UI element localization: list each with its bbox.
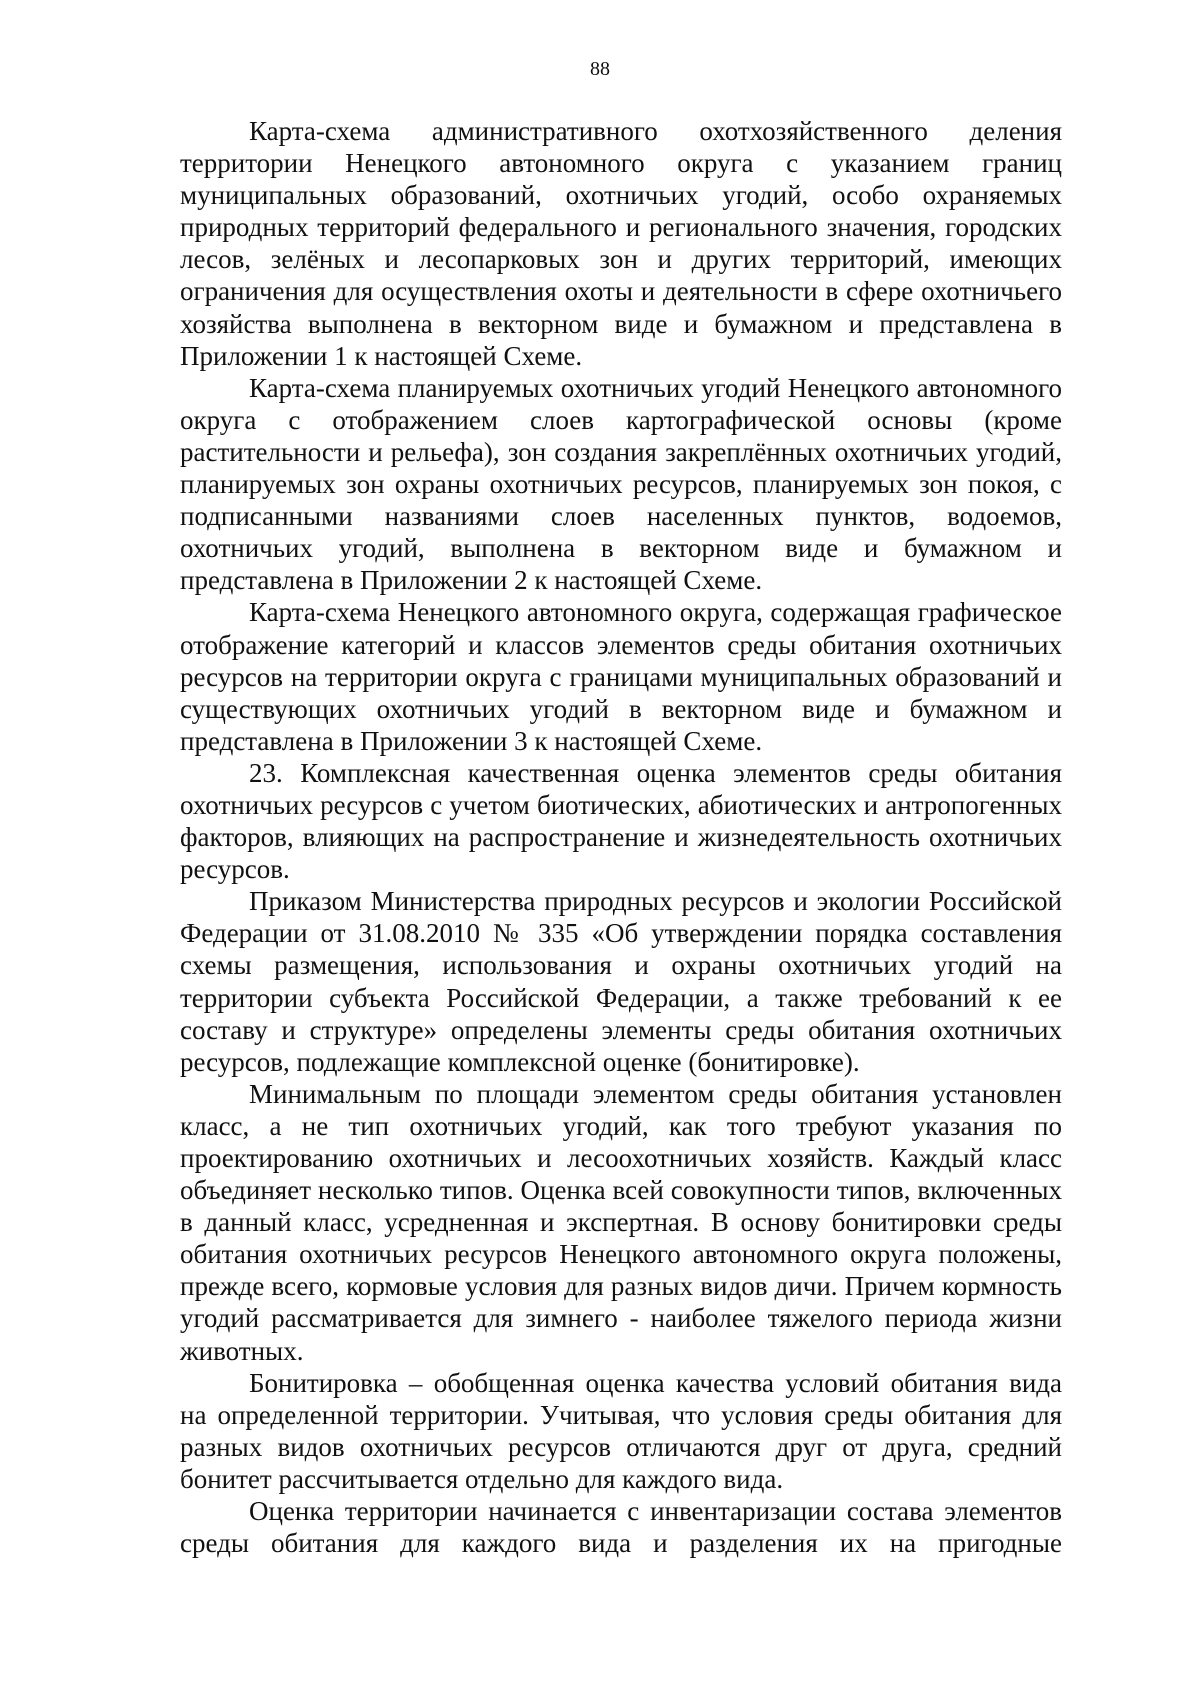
paragraph-bonitet: Бонитировка – обобщенная оценка качества условий обитания вида на определенной территории. Учитывая, что условия среды обитания для разных видов охотничьих ресурсов отличаются друг от друга, средний бонитет рассчитывается отдельно для каждого вида.: [180, 1367, 1062, 1494]
document-body: [180, 115, 1062, 1559]
page-number: 88: [590, 58, 610, 80]
paragraph-map-scheme-1: Карта-схема административного охотхозяйственного деления территории Ненецкого автономного округа с указанием границ муниципальных образований, охотничьих угодий, особо охраняемых природных территорий федерального и регионального значения, городских лесов, зелёных и лесопарковых зон и других территорий, имеющих ограничения для осуществления охоты и деятельности в сфере охотничьего хозяйства выполнена в векторном виде и бумажном и представлена в Приложении 1 к настоящей Схеме.: [180, 116, 1062, 371]
paragraph-habitat-class: Минимальным по площади элементом среды обитания установлен класс, а не тип охотничьих угодий, как того требуют указания по проектированию охотничьих и лесоохотничьих хозяйств. Каждый класс объединяет несколько типов. Оценка всей совокупности типов, включенных в данный класс, усредненная и экспертная. В основу бонитировки среды обитания охотничьих ресурсов Ненецкого автономного округа положены, прежде всего, кормовые условия для разных видов дичи. Причем кормность угодий рассматривается для зимнего - наиболее тяжелого периода жизни животных.: [180, 1078, 1062, 1366]
paragraph-map-scheme-2: Карта-схема планируемых охотничьих угодий Ненецкого автономного округа с отображением слоев картографической основы (кроме растительности и рельефа), зон создания закреплённых охотничьих угодий, планируемых зон охраны охотничьих ресурсов, планируемых зон покоя, с подписанными названиями слоев населенных пунктов, водоемов, охотничьих угодий, выполнена в векторном виде и бумажном и представлена в Приложении 2 к настоящей Схеме.: [180, 372, 1062, 596]
paragraph-section-23: 23. Комплексная качественная оценка элементов среды обитания охотничьих ресурсов с учетом биотических, абиотических и антропогенных факторов, влияющих на распространение и жизнедеятельность охотничьих ресурсов.: [180, 757, 1062, 885]
paragraph-territory-assessment: Оценка территории начинается с инвентаризации состава элементов среды обитания для каждого вида и разделения их на пригодные: [180, 1496, 1062, 1559]
paragraph-ministry-order: Приказом Министерства природных ресурсов и экологии Российской Федерации от 31.08.2010 № 335 «Об утверждении порядка составления схемы размещения, использования и охраны охотничьих угодий на территории субъекта Российской Федерации, а также требований к ее составу и структуре» определены элементы среды обитания охотничьих ресурсов, подлежащие комплексной оценке (бонитировке).: [180, 886, 1062, 1077]
paragraph-map-scheme-3: Карта-схема Ненецкого автономного округа, содержащая графическое отображение категорий и классов элементов среды обитания охотничьих ресурсов на территории округа с границами муниципальных образований и существующих охотничьих угодий в векторном виде и бумажном и представлена в Приложении 3 к настоящей Схеме.: [180, 597, 1062, 756]
